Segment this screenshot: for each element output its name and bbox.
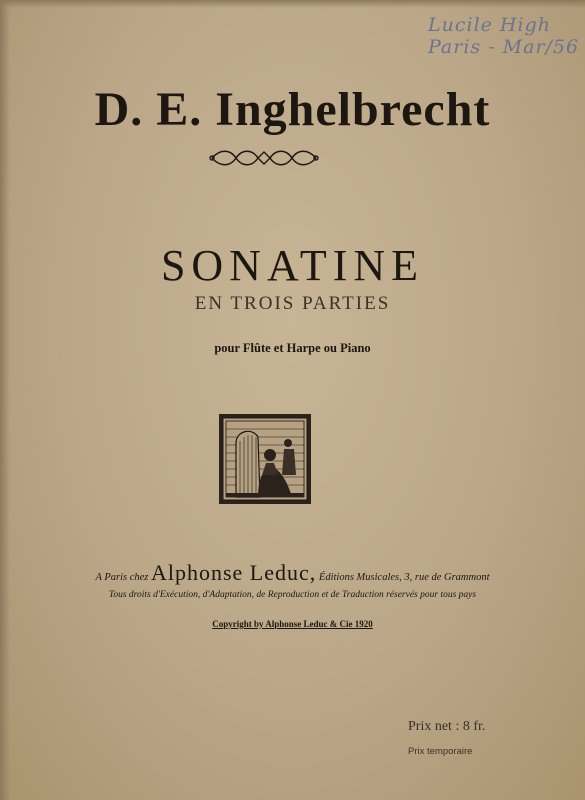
- instrumentation: pour Flûte et Harpe ou Piano: [214, 341, 371, 355]
- publisher-address: Éditions Musicales, 3, rue de Grammont: [318, 572, 490, 583]
- work-title: SONATINE: [160, 241, 425, 290]
- price: Prix net : 8 fr.: [408, 719, 486, 734]
- price-note: Prix temporaire: [408, 746, 473, 757]
- work-subtitle: EN TROIS PARTIES: [194, 293, 391, 314]
- page-edge-shadow: [0, 0, 585, 8]
- ornament-icon: [208, 147, 320, 169]
- composer-name: D. E. Inghelbrecht: [94, 83, 491, 136]
- publisher-line: [0, 560, 585, 586]
- handwritten-date: Paris - Mar/56: [428, 36, 580, 58]
- handwritten-name: Lucile High: [428, 14, 551, 36]
- publisher-name: Alphonse Leduc,: [150, 560, 317, 585]
- rights-notice: Tous droits d'Exécution, d'Adaptation, de Reproduction et de Traduction réservés pour tous pays: [108, 590, 477, 600]
- harpist-vignette-icon: [218, 413, 312, 505]
- publisher-prefix: A Paris chez: [95, 572, 149, 583]
- copyright-notice: Copyright by Alphonse Leduc & Cie 1920: [212, 619, 373, 629]
